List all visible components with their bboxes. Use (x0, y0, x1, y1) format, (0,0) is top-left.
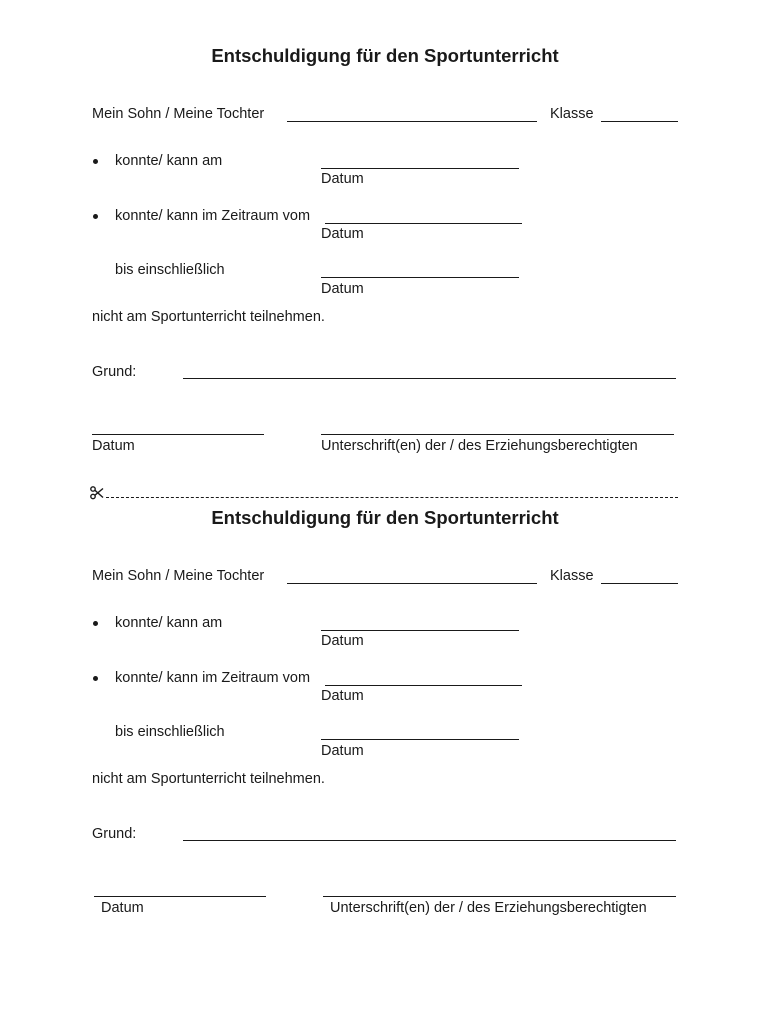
option-period-label: konnte/ kann im Zeitraum vom (115, 208, 311, 224)
signature-field[interactable] (321, 434, 674, 435)
option-single-day-label: konnte/ kann am (115, 615, 223, 631)
signature-field[interactable] (323, 896, 676, 897)
class-field[interactable] (601, 583, 678, 584)
signature-date-label: Datum (101, 900, 144, 916)
date-caption: Datum (321, 281, 364, 297)
single-date-field[interactable] (321, 630, 519, 631)
option-period-label: konnte/ kann im Zeitraum vom (115, 670, 311, 686)
signature-date-field[interactable] (94, 896, 266, 897)
bullet-icon (93, 159, 98, 164)
date-caption: Datum (321, 226, 364, 242)
bullet-icon (93, 676, 98, 681)
statement-text: nicht am Sportunterricht teilnehmen. (92, 309, 325, 325)
period-end-date-field[interactable] (321, 739, 519, 740)
reason-label: Grund: (92, 826, 137, 842)
reason-field[interactable] (183, 840, 676, 841)
class-label: Klasse (550, 106, 594, 122)
signature-date-label: Datum (92, 438, 135, 454)
until-label: bis einschließlich (115, 262, 225, 278)
period-end-date-field[interactable] (321, 277, 519, 278)
option-single-day-label: konnte/ kann am (115, 153, 223, 169)
period-start-date-field[interactable] (325, 223, 522, 224)
student-name-field[interactable] (287, 583, 537, 584)
date-caption: Datum (321, 171, 364, 187)
reason-label: Grund: (92, 364, 137, 380)
single-date-field[interactable] (321, 168, 519, 169)
signature-label: Unterschrift(en) der / des Erziehungsberechtigten (321, 438, 638, 454)
date-caption: Datum (321, 688, 364, 704)
reason-field[interactable] (183, 378, 676, 379)
date-caption: Datum (321, 743, 364, 759)
until-label: bis einschließlich (115, 724, 225, 740)
student-name-field[interactable] (287, 121, 537, 122)
class-field[interactable] (601, 121, 678, 122)
form-title: Entschuldigung für den Sportunterricht (211, 507, 559, 528)
class-label: Klasse (550, 568, 594, 584)
statement-text: nicht am Sportunterricht teilnehmen. (92, 771, 325, 787)
student-label: Mein Sohn / Meine Tochter (92, 106, 265, 122)
excuse-form-1 (0, 0, 770, 454)
date-caption: Datum (321, 633, 364, 649)
excuse-form-2 (0, 462, 770, 916)
form-title: Entschuldigung für den Sportunterricht (211, 45, 559, 66)
signature-date-field[interactable] (92, 434, 264, 435)
bullet-icon (93, 621, 98, 626)
student-label: Mein Sohn / Meine Tochter (92, 568, 265, 584)
period-start-date-field[interactable] (325, 685, 522, 686)
signature-label: Unterschrift(en) der / des Erziehungsberechtigten (330, 900, 647, 916)
bullet-icon (93, 214, 98, 219)
